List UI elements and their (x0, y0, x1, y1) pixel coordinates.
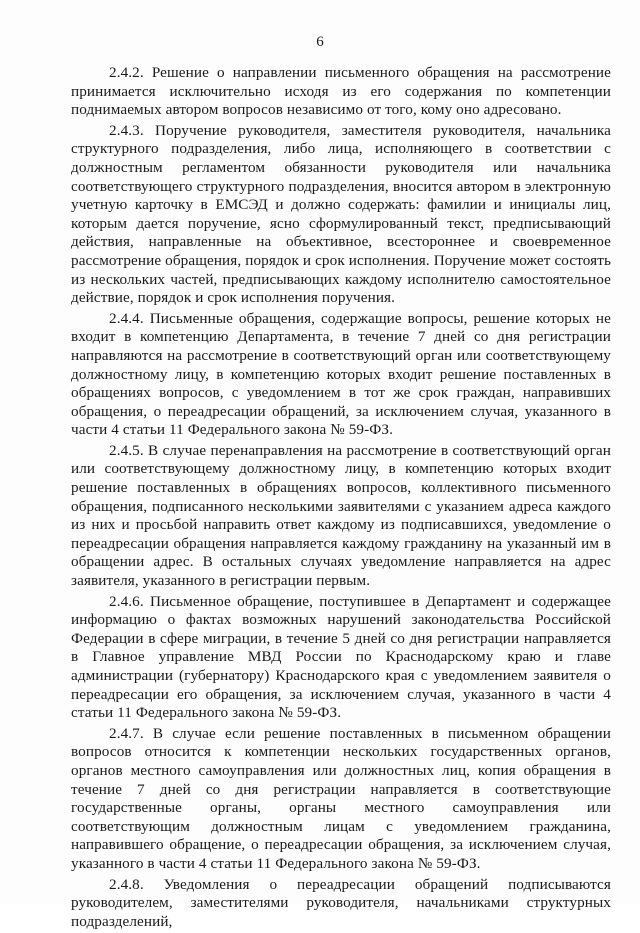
paragraph-2-4-3: 2.4.3. Поручение руководителя, заместителя руководителя, начальника структурного подразделения, либо лица, исполняющего в соответствии с должностным регламентом обязанности руководителя или начальника соответствующего структурного подразделения, вносится автором в электронную учетную карточку в ЕМСЭД и должно содержать: фамилии и инициалы лиц, которым дается поручение, ясно сформулированный текст, предписывающий действия, направленные на объективное, всестороннее и своевременное рассмотрение обращения, порядок и срок исполнения. Поручение может состоять из нескольких частей, предписывающих каждому исполнителю самостоятельное действие, порядок и срок исполнения поручения. (71, 121, 611, 307)
paragraph-2-4-7: 2.4.7. В случае если решение поставленных в письменном обращении вопросов относится к компетенции нескольких государственных органов, органов местного самоуправления или должностных лиц, копия обращения в течение 7 дней со дня регистрации направляется в соответствующие государственные органы, органы местного самоуправления или соответствующим должностным лицам с уведомлением гражданина, направившего обращение, о переадресации обращения, за исключением случая, указанного в части 4 статьи 11 Федерального закона № 59-ФЗ. (71, 724, 611, 872)
page-number: 6 (316, 34, 324, 50)
paragraph-2-4-5: 2.4.5. В случае перенаправления на рассмотрение в соответствующий орган или соответствующему должностному лицу, в компетенцию которых входит решение поставленных в обращениях вопросов, коллективного письменного обращения, подписанного несколькими заявителями с указанием адреса каждого из них и просьбой направить ответ каждому из подписавшихся, уведомление о переадресации обращения направляется каждому гражданину на указанный им в обращении адрес. В остальных случаях уведомление направляется на адрес заявителя, указанного в регистрации первым. (71, 441, 611, 590)
paragraph-2-4-8: 2.4.8. Уведомления о переадресации обращений подписываются руководителем, заместителями руководителя, начальниками структурных подразделений, (71, 875, 611, 930)
paragraph-2-4-2: 2.4.2. Решение о направлении письменного обращения на рассмотрение принимается исключительно исходя из его содержания по компетенции поднимаемых автором вопросов независимо от того, кому оно адресовано. (71, 64, 611, 119)
document-body (71, 64, 611, 933)
paragraph-2-4-6: 2.4.6. Письменное обращение, поступившее в Департамент и содержащее информацию о фактах возможных нарушений законодательства Российской Федерации в сфере миграции, в течение 5 дней со дня регистрации направляется в Главное управление МВД России по Краснодарскому краю и главе администрации (губернатору) Краснодарского края с уведомлением заявителя о переадресации его обращения, за исключением случая, указанного в части 4 статьи 11 Федерального закона № 59-ФЗ. (71, 592, 611, 722)
paragraph-2-4-4: 2.4.4. Письменные обращения, содержащие вопросы, решение которых не входит в компетенцию Департамента, в течение 7 дней со дня регистрации направляются на рассмотрение в соответствующий орган или соответствующему должностному лицу, в компетенцию которых входит решение поставленных в обращениях вопросов, с уведомлением в тот же срок граждан, направивших обращения, о переадресации обращений, за исключением случая, указанного в части 4 статьи 11 Федерального закона № 59-ФЗ. (71, 309, 611, 439)
